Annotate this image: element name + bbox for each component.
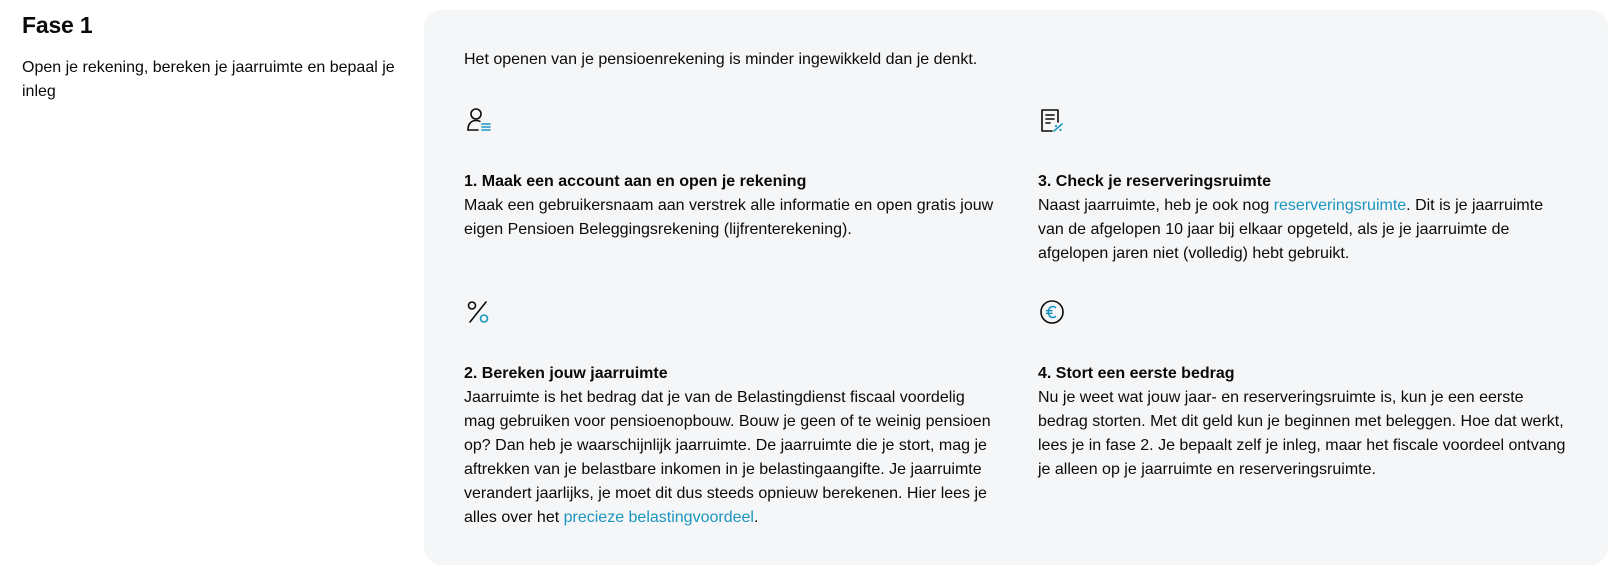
step-4-title: 4. Stort een eerste bedrag xyxy=(1038,365,1235,382)
phase-subtitle: Open je rekening, bereken je jaarruimte en bepaal je inleg xyxy=(22,59,395,100)
step-3-title: 3. Check je reserveringsruimte xyxy=(1038,173,1272,190)
step-2-text-after: . xyxy=(753,509,759,526)
step-3 xyxy=(1038,106,1573,266)
step-3-text xyxy=(1038,194,1573,266)
step-1-text: Maak een gebruikersnaam aan verstrek alle informatie en open gratis jouw eigen Pensioen Beleggingsrekening (lijfrenterekening). xyxy=(464,197,994,238)
step-2-text xyxy=(464,386,999,530)
step-2-text-before: Jaarruimte is het bedrag dat je van de Belastingdienst fiscaal voordelig mag gebruiken voor pensioenopbouw. Bouw je geen of te weinig pensioen op? Dan heb je waarschijnlijk jaarruimte. De jaarruimte die je stort, mag je aftrekken van je belastbare inkomen in je belastingaangifte. Je jaarruimte verandert jaarlijks, je moet dit dus steeds opnieuw berekenen. Hier lees je alles over het xyxy=(464,389,991,526)
percent-icon xyxy=(464,298,492,326)
step-4 xyxy=(1038,298,1573,482)
reserveringsruimte-link[interactable]: reserveringsruimte xyxy=(1273,197,1407,214)
step-3-text-before: Naast jaarruimte, heb je ook nog xyxy=(1038,197,1274,214)
step-1-title: 1. Maak een account aan en open je rekening xyxy=(464,173,807,190)
user-list-icon xyxy=(464,106,492,134)
document-check-icon xyxy=(1038,106,1066,134)
step-3-text-after: . Dit is je jaarruimte van de afgelopen 10 jaar bij elkaar opgeteld, als je je jaarruimte de afgelopen jaren niet (volledig) hebt gebruikt. xyxy=(1038,197,1544,262)
step-4-text: Nu je weet wat jouw jaar- en reserveringsruimte is, kun je een eerste bedrag storten. Met dit geld kun je beginnen met beleggen. Hoe dat werkt, lees je in fase 2. Je bepaalt zelf je inleg, maar het fiscale voordeel ontvang je alleen op je jaarruimte en reserveringsruimte. xyxy=(1038,389,1566,478)
step-2-title: 2. Bereken jouw jaarruimte xyxy=(464,365,668,382)
step-1 xyxy=(464,106,999,242)
step-2 xyxy=(464,298,999,530)
steps-card xyxy=(424,10,1608,565)
intro-text: Het openen van je pensioenrekening is minder ingewikkeld dan je denkt. xyxy=(464,51,978,68)
belastingvoordeel-link[interactable]: precieze belastingvoordeel xyxy=(563,509,754,526)
euro-coin-icon xyxy=(1038,298,1066,326)
phase-header xyxy=(22,10,412,104)
phase-title: Fase 1 xyxy=(22,12,93,38)
